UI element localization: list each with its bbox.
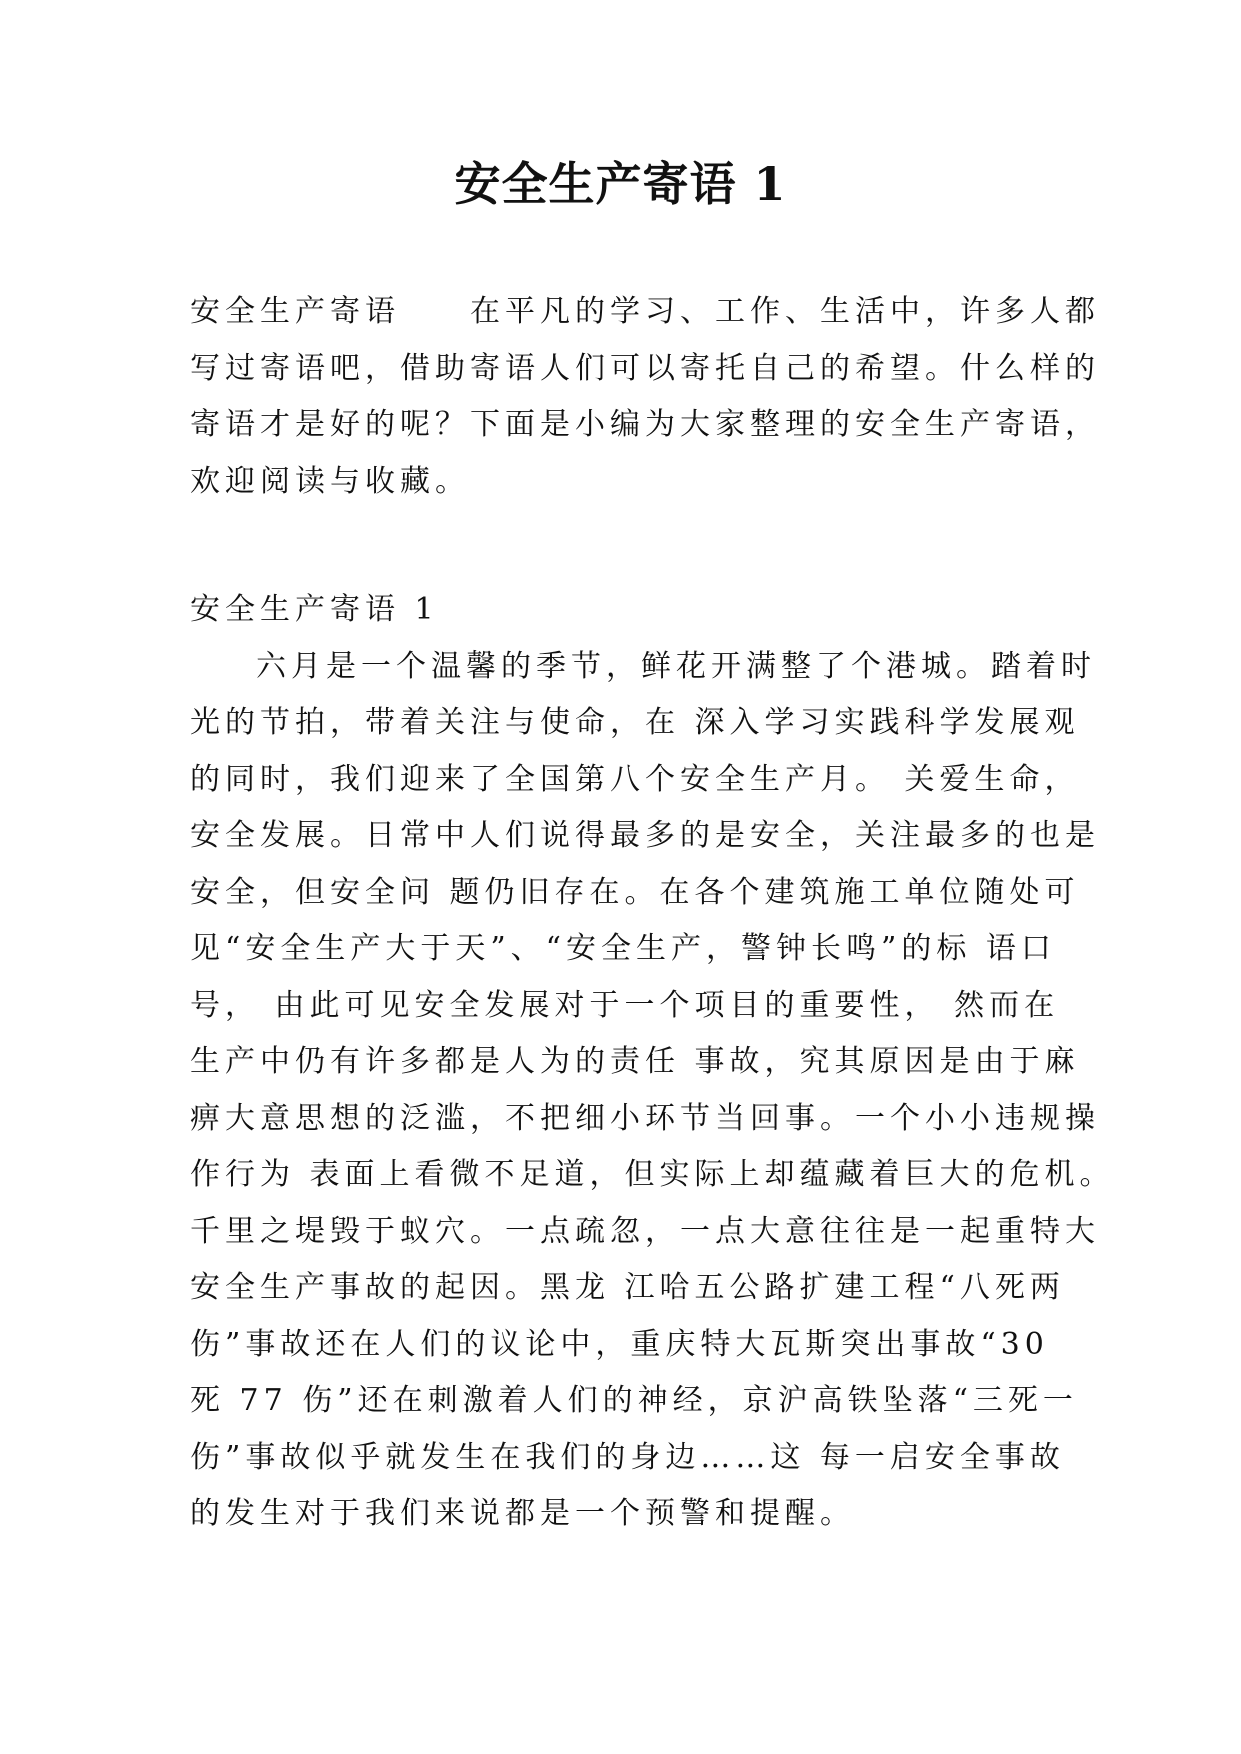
body-line: 千里之堤毁于蚁穴。一点疏忽，一点大意往往是一起重特大 <box>190 1213 1100 1249</box>
body-line: 安全发展。日常中人们说得最多的是安全，关注最多的也是 <box>190 818 1100 853</box>
body-line: 作行为 表面上看微不足道，但实际上却蕴藏着巨大的危机。 <box>190 1157 1115 1192</box>
document-body <box>190 284 1115 1543</box>
intro-line: 欢迎阅读与收藏。 <box>190 463 470 499</box>
page-title: 安全生产寄语 1 <box>454 157 787 211</box>
intro-line: 写过寄语吧，借助寄语人们可以寄托自己的希望。什么样的 <box>190 350 1100 386</box>
section-heading: 安全生产寄语 1 <box>190 592 439 627</box>
body-line: 的发生对于我们来说都是一个预警和提醒。 <box>190 1496 855 1531</box>
body-line: 见“安全生产大于天”、“安全生产，警钟长鸣”的标 语口 <box>190 931 1056 966</box>
body-line: 的同时，我们迎来了全国第八个安全生产月。 关爱生命， <box>190 761 1080 797</box>
body-line: 光的节拍，带着关注与使命，在 深入学习实践科学发展观 <box>190 705 1080 740</box>
body-line: 安全生产事故的起因。黑龙 江哈五公路扩建工程“八死两 <box>190 1270 1065 1305</box>
intro-line: 寄语才是好的呢？下面是小编为大家整理的安全生产寄语， <box>190 407 1100 442</box>
body-line: 伤”事故还在人们的议论中，重庆特大瓦斯突出事故“30 <box>190 1326 1049 1362</box>
body-line: 伤”事故似乎就发生在我们的身边……这 每一启安全事故 <box>190 1439 1065 1475</box>
body-line: 死 77 伤”还在刺激着人们的神经，京沪高铁坠落“三死一 <box>190 1383 1078 1418</box>
body-line: 六月是一个温馨的季节，鲜花开满整了个港城。踏着时 <box>256 648 1096 684</box>
body-line: 号， 由此可见安全发展对于一个项目的重要性， 然而在 <box>190 987 1060 1023</box>
intro-line: 安全生产寄语 在平凡的学习、工作、生活中，许多人都 <box>190 294 1100 329</box>
body-line: 安全，但安全问 题仍旧存在。在各个建筑施工单位随处可 <box>190 874 1080 910</box>
body-line: 痹大意思想的泛滥，不把细小环节当回事。一个小小违规操 <box>190 1100 1100 1136</box>
body-line: 生产中仍有许多都是人为的责任 事故，究其原因是由于麻 <box>190 1044 1080 1079</box>
paragraph-gap <box>190 510 1052 582</box>
